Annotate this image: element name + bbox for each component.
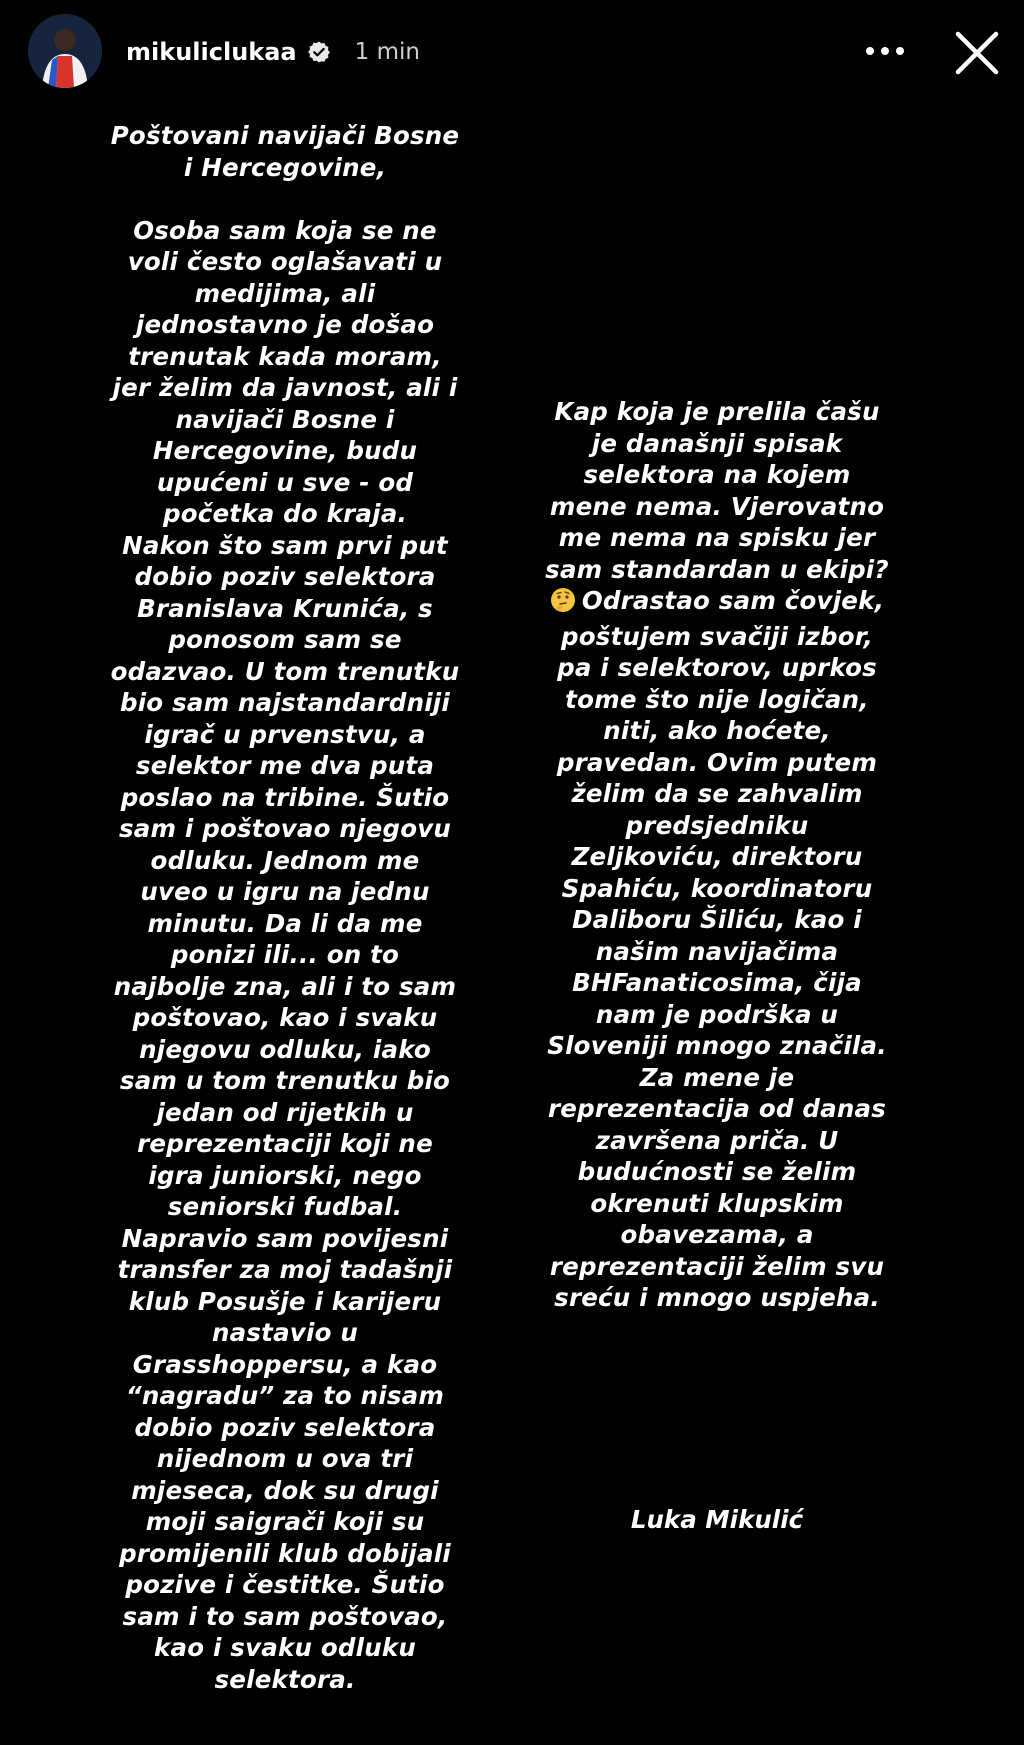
verified-badge-icon: [307, 40, 331, 64]
story-text-line: [100, 215, 470, 247]
story-text: ponosom sam se: [168, 625, 402, 654]
story-text-line: [100, 719, 470, 751]
story-text: Za mene je: [639, 1062, 795, 1092]
story-text: trenutak kada moram,: [128, 341, 442, 371]
story-text: voli često oglašavati u: [127, 247, 443, 276]
story-text: transfer za moj tadašnji: [117, 1255, 453, 1284]
story-text: selektora na kojem: [583, 460, 851, 489]
story-text: Spahiću, koordinatoru: [561, 873, 873, 903]
story-text: sam u tom trenutku bio: [119, 1066, 451, 1095]
story-text: mene nema. Vjerovatno: [549, 491, 885, 521]
story-text-line: [100, 1128, 470, 1160]
story-text: najbolje zna, ali i to sam: [113, 971, 457, 1001]
story-text-line: [512, 936, 922, 968]
story-text: nijednom u ova tri: [156, 1444, 414, 1473]
story-text: moji saigrači koji su: [145, 1507, 425, 1536]
story-text: navijači Bosne i: [175, 404, 395, 434]
story-text-line: [100, 372, 470, 404]
story-text: minutu. Da li da me: [147, 908, 423, 938]
avatar[interactable]: [28, 14, 102, 88]
story-text: mjeseca, dok su drugi: [131, 1475, 439, 1505]
story-text: selektor me dva puta: [135, 751, 435, 780]
story-text: Poštovani navijači Bosne: [110, 121, 460, 150]
story-header: [0, 0, 1024, 110]
avatar-image: [28, 14, 102, 88]
story-text-line: [100, 1002, 470, 1034]
story-text-line: [512, 873, 922, 905]
story-text-line: [512, 428, 922, 460]
story-text-line: [100, 624, 470, 656]
story-text-line: [100, 341, 470, 373]
story-text-line: [100, 656, 470, 688]
story-text-line: [100, 908, 470, 940]
story-text: Kap koja je prelila čašu: [554, 397, 880, 426]
story-text-line: [512, 999, 922, 1031]
story-text: reprezentaciji koji ne: [137, 1129, 433, 1158]
story-text-line: [100, 1538, 470, 1570]
story-text-line: [100, 1034, 470, 1066]
story-text: selektora.: [214, 1664, 356, 1694]
story-text: klub Posušje i karijeru: [128, 1286, 442, 1316]
story-text: kao i svaku odluku: [153, 1633, 416, 1662]
story-text-line: [100, 971, 470, 1003]
story-text: odluku. Jednom me: [150, 845, 420, 875]
story-text: uveo u igru na jednu: [140, 877, 430, 906]
story-text: želim da se zahvalim: [571, 779, 863, 808]
story-text-line: [512, 1156, 922, 1188]
story-text: igra juniorski, nego: [148, 1160, 422, 1190]
story-text-line: [100, 1065, 470, 1097]
story-text-line: [512, 1251, 922, 1283]
story-text-line: [100, 1349, 470, 1381]
story-text: Odrastao sam čovjek,: [581, 586, 885, 615]
story-text: poštujem svačiji izbor,: [561, 621, 873, 651]
story-text-line: [100, 309, 470, 341]
story-text-line: [100, 530, 470, 562]
story-text: budućnosti se želim: [577, 1157, 857, 1186]
story-text: sreću i mnogo uspjeha.: [554, 1283, 880, 1312]
story-text-line: [100, 120, 470, 152]
story-text: jednostavno je došao: [135, 310, 435, 339]
username[interactable]: mikuliclukaa: [126, 38, 297, 66]
story-text: Grasshoppersu, a kao: [132, 1349, 438, 1379]
story-text-line: [100, 498, 470, 530]
story-text-line: [100, 1191, 470, 1223]
blank-line: [100, 183, 470, 215]
story-text-line: [512, 1062, 922, 1094]
more-options-button[interactable]: [860, 34, 910, 68]
story-text-line: [100, 876, 470, 908]
story-text: seniorski fudbal.: [167, 1192, 403, 1221]
story-text-line: [512, 1030, 922, 1062]
story-text: pozive i čestitke. Šutio: [125, 1570, 445, 1599]
story-text-line: [100, 1664, 470, 1696]
story-text-line: [100, 687, 470, 719]
story-text: dobio poziv selektora: [134, 562, 436, 591]
story-text: Osoba sam koja se ne: [133, 215, 437, 245]
story-text-line: [512, 904, 922, 936]
story-text-line: [512, 810, 922, 842]
story-text: ponizi ili... on to: [170, 940, 400, 969]
story-text-line: [100, 152, 470, 184]
story-text-line: [100, 1632, 470, 1664]
story-text: sam standardan u ekipi?: [545, 554, 889, 584]
story-text: poslao na tribine. Šutio: [120, 782, 450, 812]
story-text-line: [100, 845, 470, 877]
story-text: Daliboru Šiliću, kao i: [572, 905, 862, 934]
story-text: našim navijačima: [595, 936, 839, 966]
story-text: Sloveniji mnogo značila.: [547, 1031, 887, 1060]
story-text-line: [100, 1475, 470, 1507]
story-text-line: [512, 522, 922, 554]
story-text: obavezama, a: [620, 1220, 814, 1249]
story-text: jer želim da javnost, ali i: [112, 373, 458, 402]
story-text-line: [512, 715, 922, 747]
story-text: Napravio sam povijesni: [121, 1223, 449, 1253]
story-text: predsjedniku: [625, 810, 809, 840]
story-text-line: [100, 939, 470, 971]
story-text: tome što nije logičan,: [565, 684, 869, 714]
story-text-line: [512, 1188, 922, 1220]
story-text: me nema na spisku jer: [558, 523, 876, 552]
story-text: je današnji spisak: [591, 428, 843, 458]
story-text: medijima, ali: [194, 278, 376, 308]
story-text-line: [100, 1601, 470, 1633]
story-text-line: [100, 1286, 470, 1318]
story-text: Hercegovine, budu: [152, 436, 418, 465]
close-icon: [954, 30, 1000, 76]
story-text-line: [100, 813, 470, 845]
story-text-line: [100, 1254, 470, 1286]
story-text: niti, ako hoćete,: [603, 716, 831, 745]
story-text-line: [512, 841, 922, 873]
story-text-line: [512, 491, 922, 523]
story-text: upućeni u sve - od: [156, 467, 414, 497]
story-text-line: [512, 1093, 922, 1125]
story-text-line: [100, 1223, 470, 1255]
story-text: i Hercegovine,: [183, 152, 387, 182]
story-text-line: [100, 750, 470, 782]
story-text: pa i selektorov, uprkos: [557, 653, 877, 682]
signature: Luka Mikulić: [630, 1505, 804, 1534]
story-text: Branislava Krunića, s: [137, 593, 433, 623]
story-text-line: [100, 1380, 470, 1412]
story-text: igrač u prvenstvu, a: [144, 719, 426, 749]
story-text-line: [512, 1219, 922, 1251]
story-text: “nagradu” za to nisam: [125, 1381, 445, 1410]
story-text-line: [512, 554, 922, 586]
story-text: bio sam najstandardniji: [119, 688, 451, 717]
story-text: promijenili klub dobijali: [119, 1538, 451, 1568]
story-text: sam i poštovao njegovu: [118, 814, 452, 843]
story-text-line: [512, 747, 922, 779]
story-text: reprezentaciji želim svu: [549, 1251, 885, 1281]
thinking-face-emoji-icon: [550, 587, 576, 621]
post-time: 1 min: [354, 39, 420, 65]
story-text-line: [512, 652, 922, 684]
story-text: pravedan. Ovim putem: [556, 747, 878, 777]
story-text-line: [512, 967, 922, 999]
story-text: početka do kraja.: [162, 499, 408, 528]
story-text: dobio poziv selektora: [134, 1412, 436, 1442]
close-button[interactable]: [950, 26, 1004, 80]
story-text-line: [100, 1160, 470, 1192]
story-text: njegovu odluku, iako: [139, 1034, 431, 1064]
story-text-line: [100, 1412, 470, 1444]
story-text-line: [100, 246, 470, 278]
story-text: jedan od rijetkih u: [156, 1097, 414, 1127]
story-text: nam je podrška u: [595, 999, 839, 1029]
username-row: [126, 32, 420, 72]
story-text: BHFanaticosima, čija: [572, 968, 862, 997]
story-text: reprezentacija od danas: [547, 1094, 886, 1123]
story-text-line: [100, 1317, 470, 1349]
story-text-line: [512, 459, 922, 491]
story-text-line: [100, 467, 470, 499]
story-text: poštovao, kao i svaku: [132, 1003, 438, 1032]
story-text-line: [512, 585, 922, 621]
story-text: završena priča. U: [595, 1125, 839, 1155]
story-text-line: [100, 782, 470, 814]
story-text-line: [100, 1569, 470, 1601]
story-text-line: [100, 561, 470, 593]
story-text: Zeljkoviću, direktoru: [571, 842, 863, 871]
more-horizontal-icon: [865, 46, 905, 56]
story-text-line: [100, 1506, 470, 1538]
story-text-line: [512, 621, 922, 653]
story-text-line: [512, 396, 922, 428]
story-text-line: [512, 1125, 922, 1157]
story-text-right-column: [512, 396, 922, 1314]
story-text-line: [512, 1282, 922, 1314]
story-text: nastavio u: [212, 1318, 358, 1347]
story-text: Nakon što sam prvi put: [122, 530, 448, 560]
story-text: odazvao. U tom trenutku: [110, 656, 460, 686]
story-text: sam i to sam poštovao,: [122, 1601, 448, 1631]
story-text-line: [512, 684, 922, 716]
story-text-line: [100, 435, 470, 467]
story-text-line: [100, 278, 470, 310]
story-text-line: [512, 778, 922, 810]
story-text-line: [100, 404, 470, 436]
story-text-line: [100, 593, 470, 625]
story-text-line: [100, 1097, 470, 1129]
story-text-left-column: [100, 120, 470, 1695]
story-text: okrenuti klupskim: [590, 1188, 844, 1218]
story-text-line: [100, 1443, 470, 1475]
